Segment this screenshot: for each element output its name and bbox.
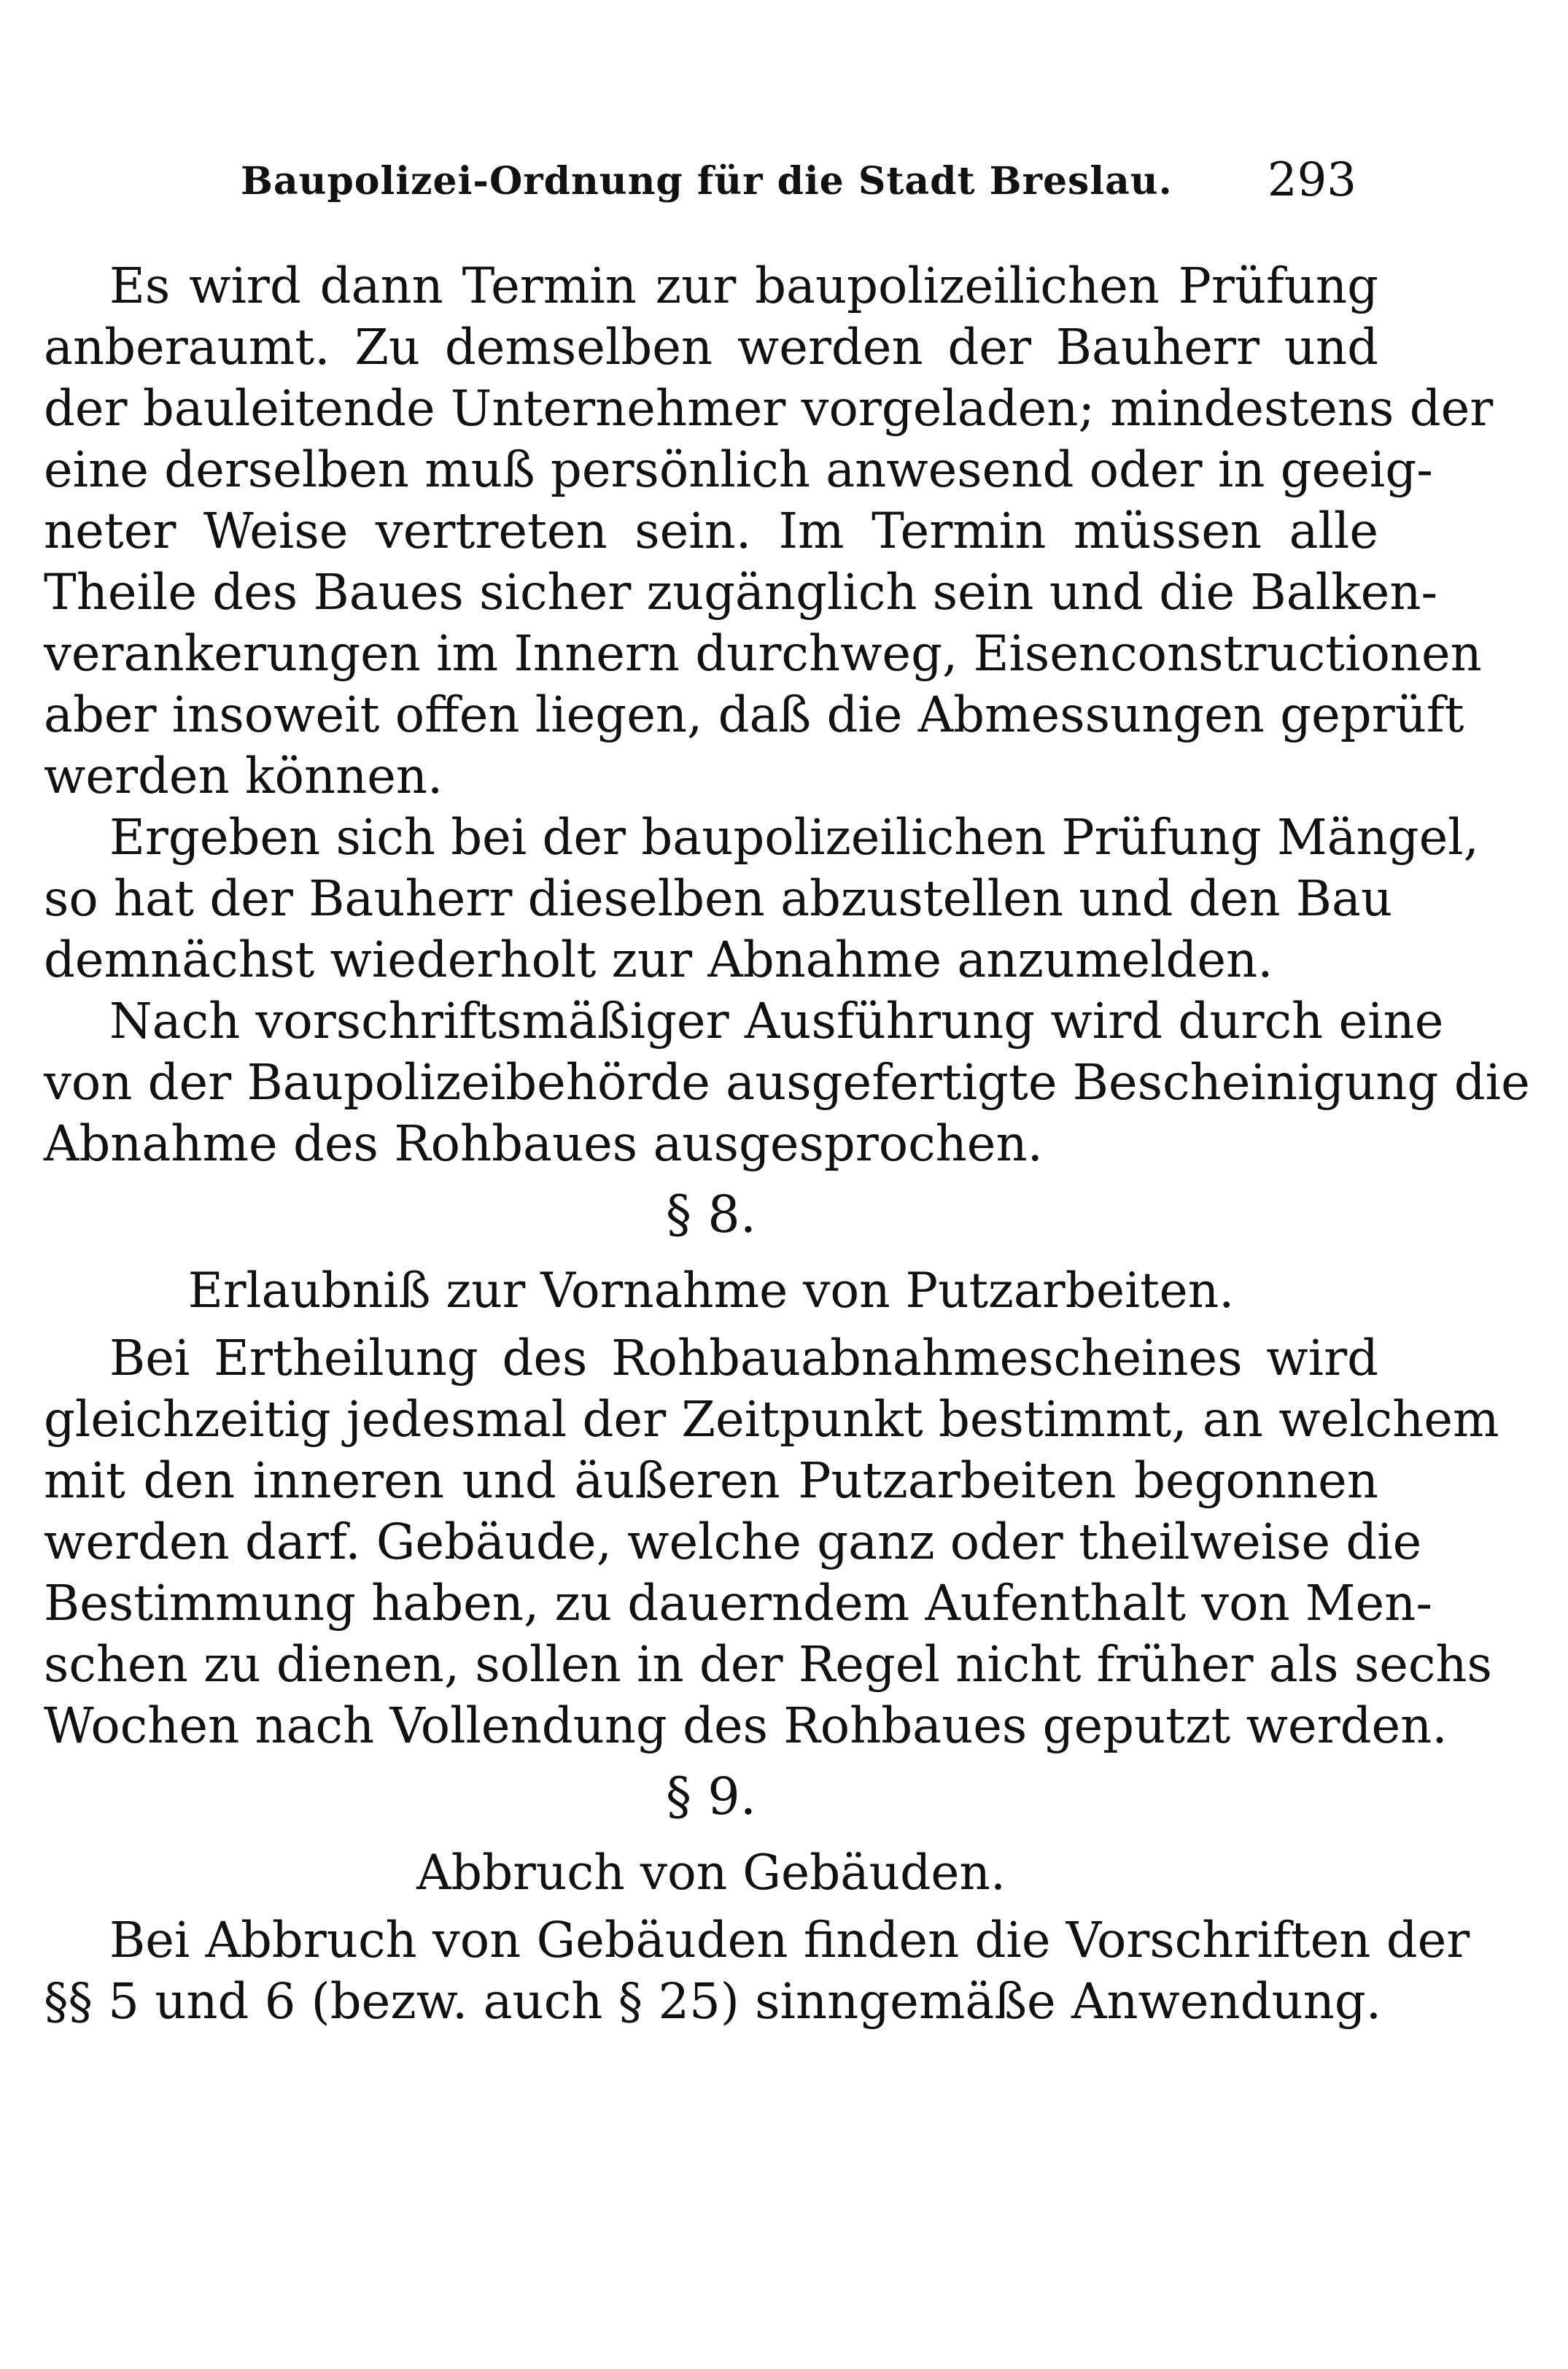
text-line: verankerungen im Innern durchweg, Eisenconstructionen — [44, 625, 1482, 682]
text-line: von der Baupolizeibehörde ausgefertigte Bescheinigung die — [44, 1054, 1530, 1111]
paragraph-putzarbeiten — [44, 1327, 1499, 1756]
text-line: anberaumt. Zu demselben werden der Bauherr und — [44, 319, 1378, 376]
text-line: §§ 5 und 6 (bezw. auch § 25) sinngemäße Anwendung. — [44, 1973, 1382, 2030]
section-8-mark: § 8. — [665, 1184, 757, 1244]
text-line: Bei Ertheilung des Rohbauabnahmescheines wird — [109, 1330, 1378, 1387]
text-line: gleichzeitig jedesmal der Zeitpunkt bestimmt, an welchem — [44, 1391, 1499, 1448]
paragraph-abnahme — [44, 990, 1530, 1174]
text-line: werden können. — [44, 748, 443, 804]
text-line: der bauleitende Unternehmer vorgeladen; mindestens der — [44, 380, 1494, 437]
text-line: aber insoweit offen liegen, daß die Abmessungen geprüft — [44, 686, 1464, 743]
text-line: mit den inneren und äußeren Putzarbeiten begonnen — [44, 1452, 1378, 1509]
text-line: eine derselben muß persönlich anwesend oder in geeig- — [44, 441, 1433, 498]
paragraph-termin — [44, 255, 1494, 807]
text-line: so hat der Bauherr dieselben abzustellen und den Bau — [44, 870, 1393, 927]
text-line: Bei Abbruch von Gebäuden finden die Vorschriften der — [109, 1912, 1470, 1969]
text-line: neter Weise vertreten sein. Im Termin müssen alle — [44, 503, 1378, 559]
section-9-mark: § 9. — [665, 1767, 757, 1826]
text-line: Bestimmung haben, zu dauerndem Aufenthalt von Men- — [44, 1575, 1432, 1632]
text-line: Nach vorschriftsmäßiger Ausführung wird durch eine — [109, 993, 1444, 1050]
text-line: Ergeben sich bei der baupolizeilichen Prüfung Mängel, — [109, 809, 1479, 866]
text-line: Es wird dann Termin zur baupolizeilichen Prüfung — [109, 257, 1378, 314]
text-line: demnächst wiederholt zur Abnahme anzumelden. — [44, 931, 1273, 988]
paragraph-abbruch — [44, 1909, 1470, 2032]
section-8-heading: Erlaubniß zur Vornahme von Putzarbeiten. — [187, 1263, 1235, 1319]
page-body — [44, 255, 1530, 2032]
section-9-heading: Abbruch von Gebäuden. — [416, 1845, 1006, 1901]
text-line: schen zu dienen, sollen in der Regel nicht früher als sechs — [44, 1636, 1492, 1693]
paragraph-maengel — [44, 807, 1479, 990]
text-line: Theile des Baues sicher zugänglich sein und die Balken- — [44, 564, 1438, 621]
text-line: werden darf. Gebäude, welche ganz oder theilweise die — [44, 1513, 1422, 1570]
page-header — [241, 146, 1357, 212]
running-head: Baupolizei-Ordnung für die Stadt Breslau. — [241, 159, 1173, 203]
text-line: Wochen nach Vollendung des Rohbaues geputzt werden. — [44, 1697, 1448, 1754]
page-number: 293 — [1267, 153, 1357, 207]
text-line: Abnahme des Rohbaues ausgesprochen. — [44, 1115, 1043, 1172]
